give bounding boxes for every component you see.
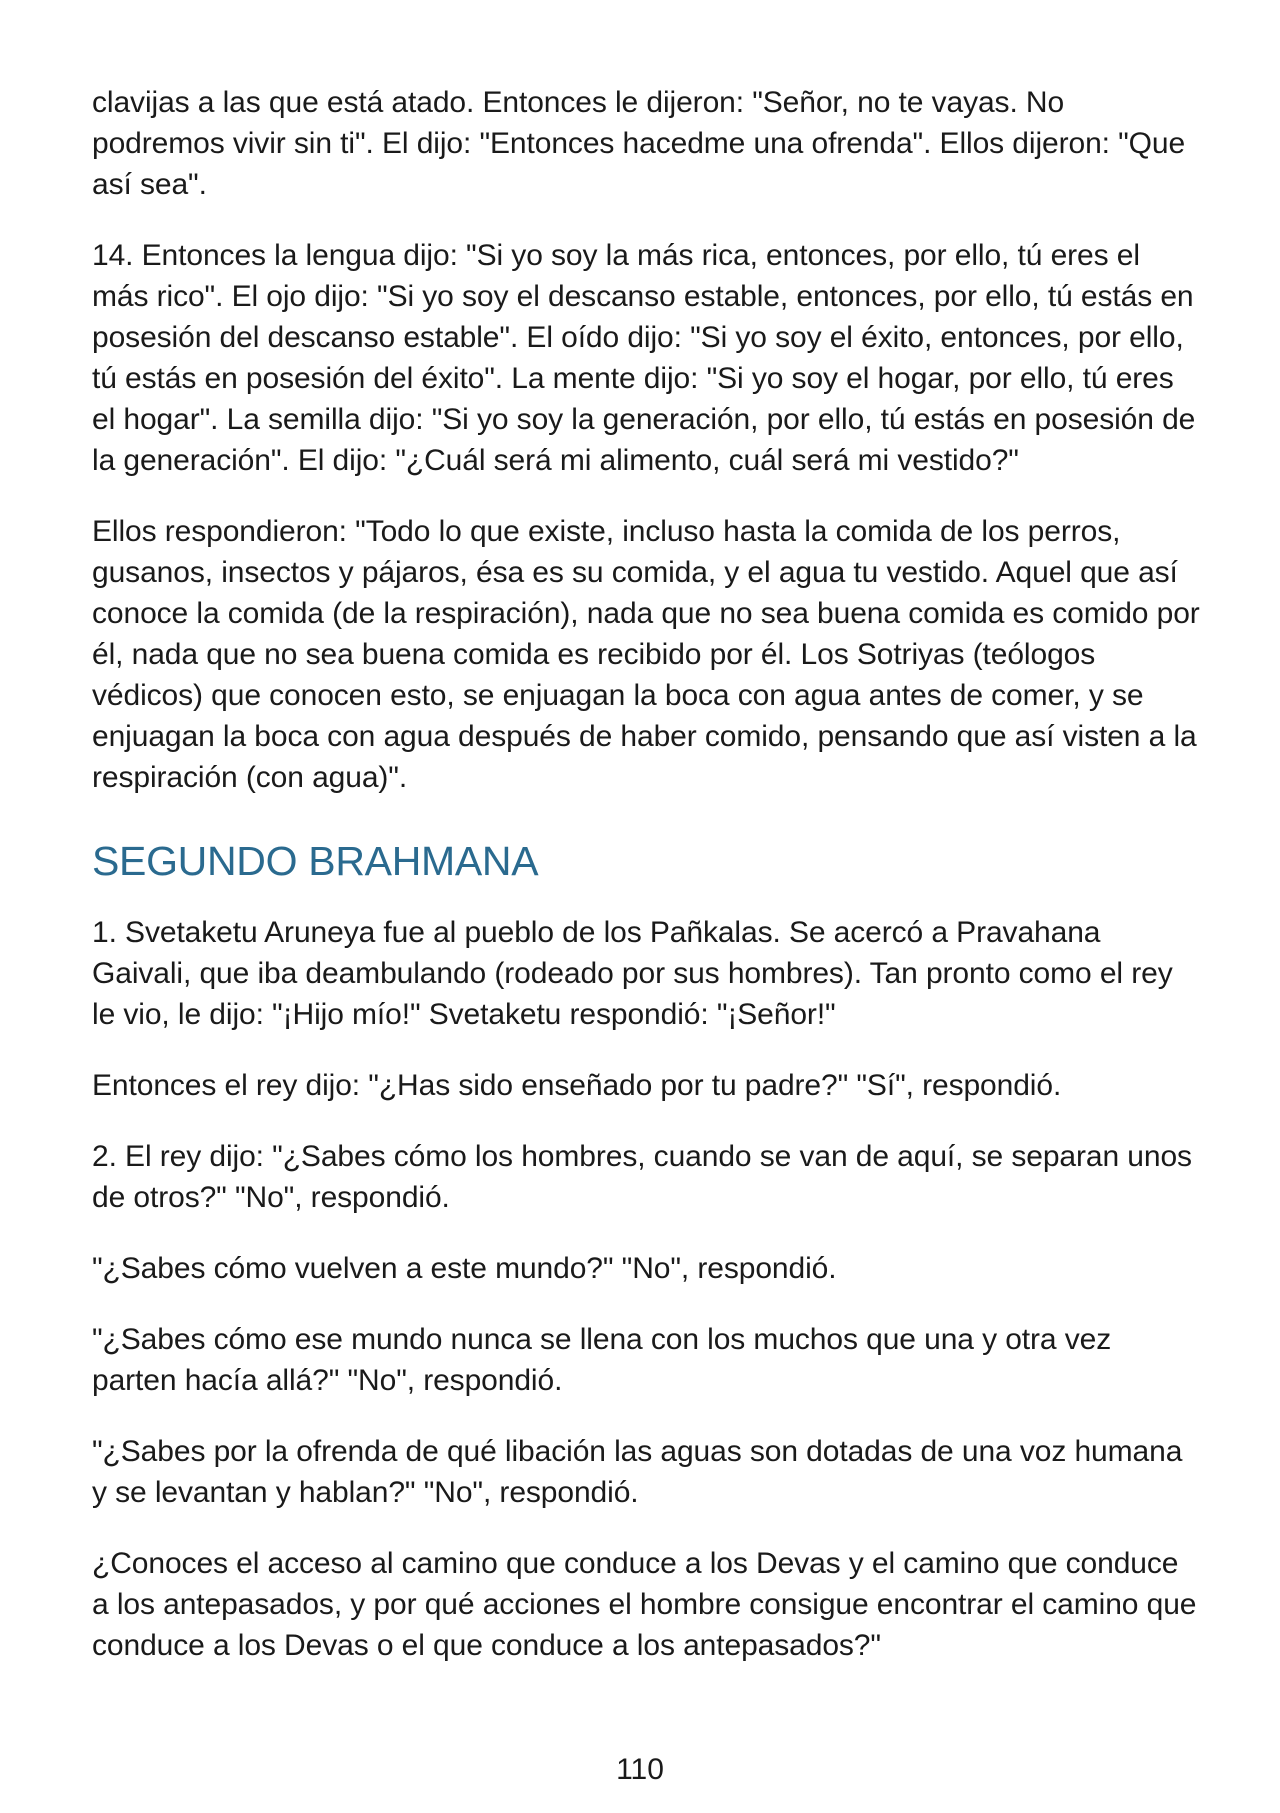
page-number: 110 — [616, 1753, 664, 1786]
paragraph: Ellos respondieron: "Todo lo que existe, incluso hasta la comida de los perros, gusanos, insectos y pájaros, ésa es su comida, y el agua tu vestido. Aquel que así conoce la comida (de la respiración), nada que no sea buena comida es comido por él, nada que no sea buena comida es recibido por él. Los Sotriyas (teólogos védicos) que conocen esto, se enjuagan la boca con agua antes de comer, y se enjuagan la boca con agua después de haber comido, pensando que así visten a la respiración (con agua)". — [92, 515, 1200, 794]
paragraph: 2. El rey dijo: "¿Sabes cómo los hombres, cuando se van de aquí, se separan unos de otros?" "No", respondió. — [92, 1140, 1192, 1214]
paragraph: Entonces el rey dijo: "¿Has sido enseñado por tu padre?" "Sí", respondió. — [92, 1069, 1062, 1102]
section-heading: SEGUNDO BRAHMANA — [92, 838, 539, 884]
paragraph: "¿Sabes cómo vuelven a este mundo?" "No", respondió. — [92, 1252, 837, 1285]
paragraph: ¿Conoces el acceso al camino que conduce a los Devas y el camino que conduce a los antepasados, y por qué acciones el hombre consigue encontrar el camino que conduce a los Devas o el que conduce a los antepasados?" — [92, 1547, 1197, 1662]
paragraph: 14. Entonces la lengua dijo: "Si yo soy la más rica, entonces, por ello, tú eres el más rico". El ojo dijo: "Si yo soy el descanso estable, entonces, por ello, tú estás en posesión del descanso estable". El oído dijo: "Si yo soy el éxito, entonces, por ello, tú estás en posesión del éxito". La mente dijo: "Si yo soy el hogar, por ello, tú eres el hogar". La semilla dijo: "Si yo soy la generación, por ello, tú estás en posesión de la generación". El dijo: "¿Cuál será mi alimento, cuál será mi vestido?" — [92, 239, 1196, 477]
paragraph: "¿Sabes por la ofrenda de qué libación las aguas son dotadas de una voz humana y se levantan y hablan?" "No", respondió. — [92, 1435, 1183, 1509]
paragraph: 1. Svetaketu Aruneya fue al pueblo de los Pañkalas. Se acercó a Pravahana Gaivali, que iba deambulando (rodeado por sus hombres). Tan pronto como el rey le vio, le dijo: "¡Hijo mío!" Svetaketu respondió: "¡Señor!" — [92, 916, 1173, 1031]
paragraph: "¿Sabes cómo ese mundo nunca se llena con los muchos que una y otra vez parten hacía allá?" "No", respondió. — [92, 1323, 1112, 1397]
page-body — [92, 82, 1202, 1696]
paragraph: clavijas a las que está atado. Entonces le dijeron: "Señor, no te vayas. No podremos vivir sin ti". El dijo: "Entonces hacedme una ofrenda". Ellos dijeron: "Que así sea". — [92, 86, 1186, 201]
